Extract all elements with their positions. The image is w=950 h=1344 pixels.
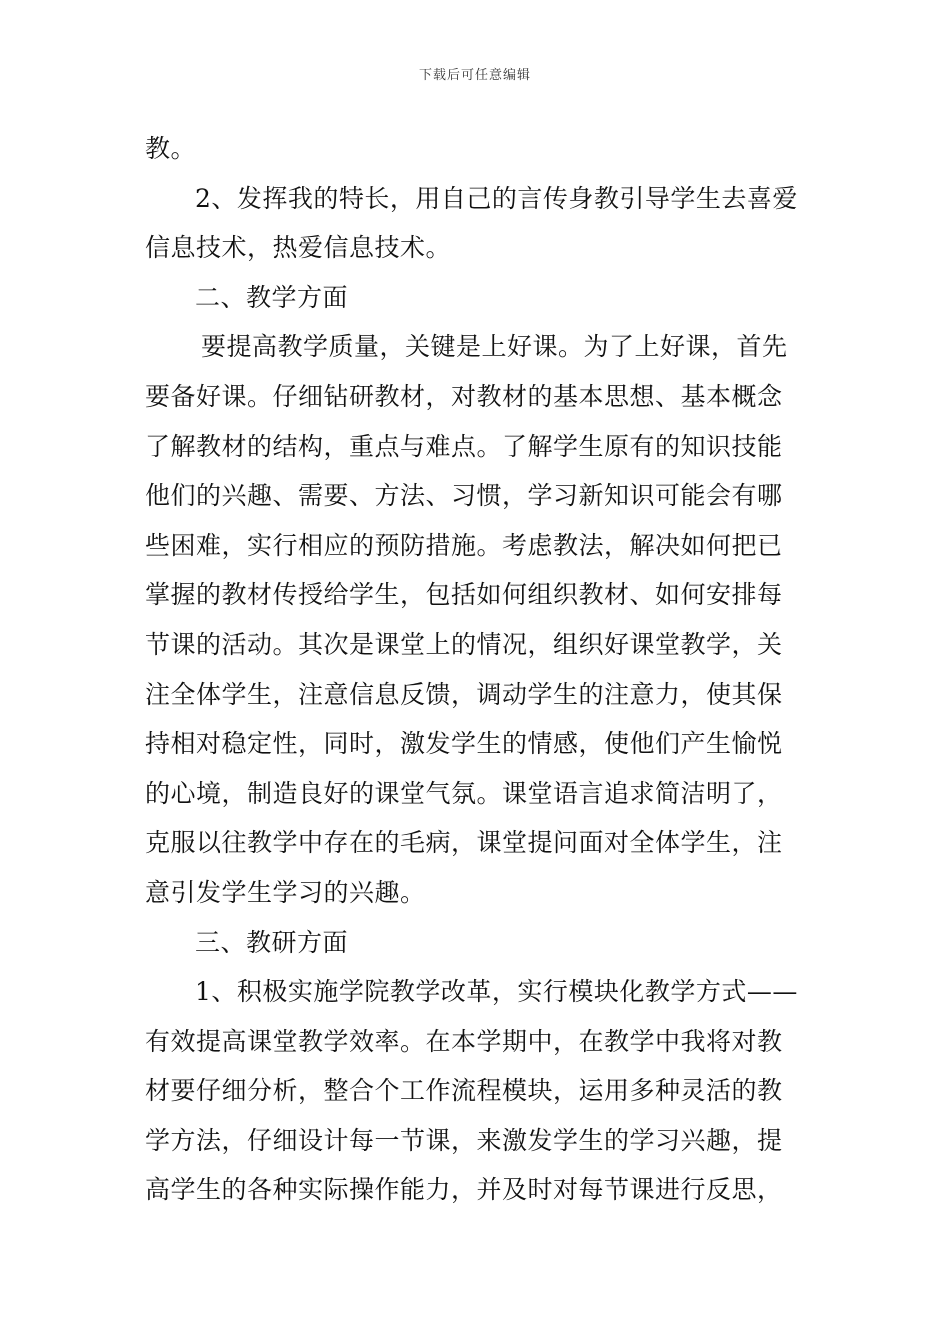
text-line: 1、积极实施学院教学改革，实行模块化教学方式—— bbox=[195, 977, 798, 1007]
page-header: 下载后可任意编辑 bbox=[418, 68, 531, 83]
text-line: 意引发学生学习的兴趣。 bbox=[145, 877, 426, 907]
text-line: 他们的兴趣、需要、方法、习惯，学习新知识可能会有哪 bbox=[145, 481, 783, 511]
section-heading: 二、教学方面 bbox=[195, 282, 349, 312]
section-heading: 三、教研方面 bbox=[195, 927, 349, 957]
text-line: 克服以往教学中存在的毛病，课堂提问面对全体学生，注 bbox=[145, 828, 783, 858]
text-line: 些困难，实行相应的预防措施。考虑教法，解决如何把已 bbox=[145, 530, 783, 560]
text-line: 注全体学生，注意信息反馈，调动学生的注意力，使其保 bbox=[145, 679, 783, 709]
text-line: 高学生的各种实际操作能力，并及时对每节课进行反思， bbox=[145, 1175, 783, 1205]
text-line: 要提高教学质量，关键是上好课。为了上好课，首先 bbox=[201, 332, 788, 362]
text-line: 2、发挥我的特长，用自己的言传身教引导学生去喜爱 bbox=[195, 183, 798, 213]
text-line: 了解教材的结构，重点与难点。了解学生原有的知识技能 bbox=[145, 431, 783, 461]
text-line: 有效提高课堂教学效率。在本学期中，在教学中我将对教 bbox=[145, 1026, 783, 1056]
text-line: 信息技术，热爱信息技术。 bbox=[145, 233, 452, 263]
text-line: 教。 bbox=[145, 134, 197, 163]
document-body bbox=[145, 124, 810, 1215]
text-line: 的心境，制造良好的课堂气氛。课堂语言追求简洁明了， bbox=[145, 778, 783, 808]
text-line: 节课的活动。其次是课堂上的情况，组织好课堂教学，关 bbox=[145, 629, 783, 659]
text-line: 掌握的教材传授给学生，包括如何组织教材、如何安排每 bbox=[145, 580, 783, 610]
text-line: 持相对稳定性，同时，激发学生的情感，使他们产生愉悦 bbox=[145, 729, 783, 759]
text-line: 材要仔细分析，整合个工作流程模块，运用多种灵活的教 bbox=[145, 1076, 783, 1106]
text-line: 要备好课。仔细钻研教材，对教材的基本思想、基本概念 bbox=[145, 381, 783, 411]
text-line: 学方法，仔细设计每一节课，来激发学生的学习兴趣，提 bbox=[145, 1125, 783, 1155]
